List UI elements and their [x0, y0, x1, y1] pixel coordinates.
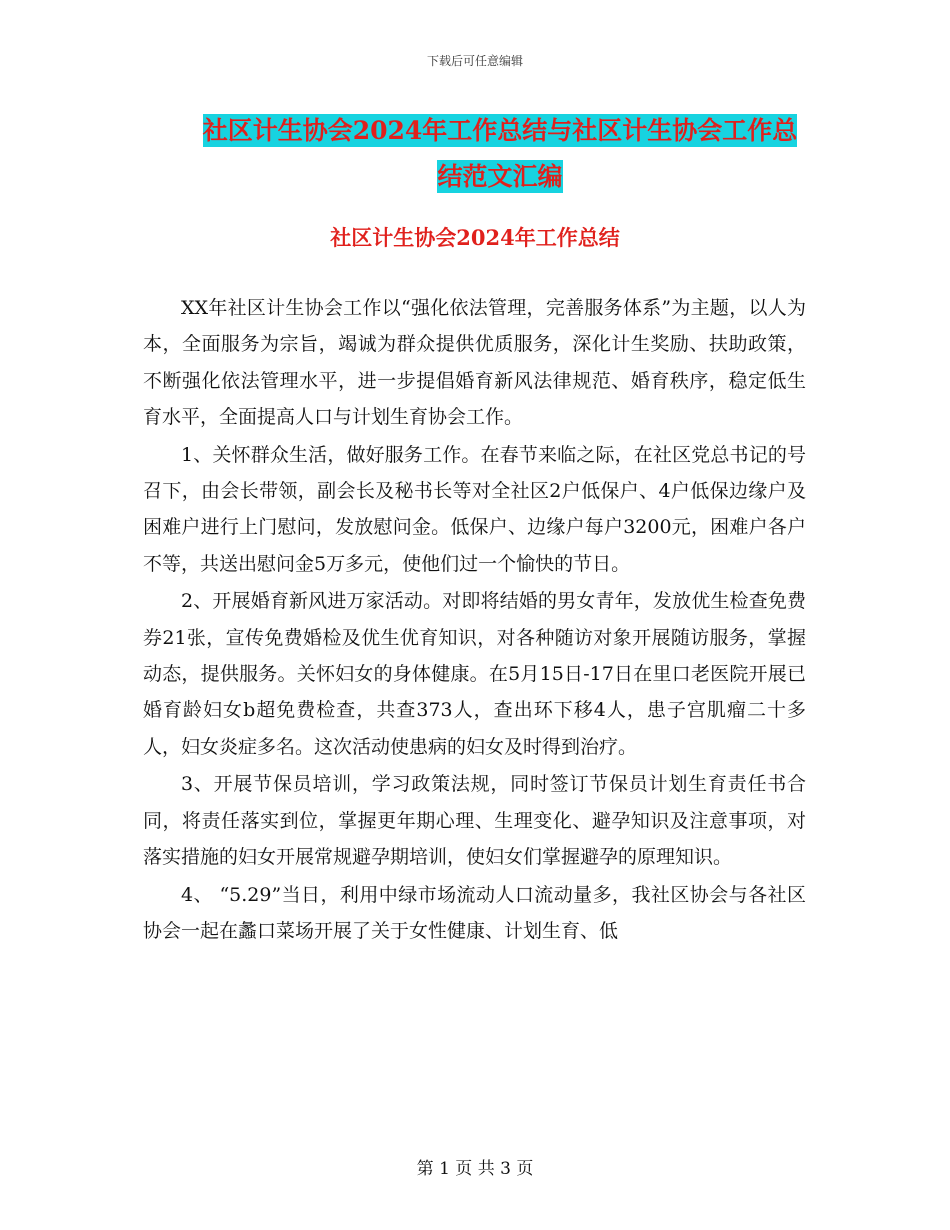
body-text	[143, 290, 806, 950]
paragraph-intro: XX年社区计生协会工作以“强化依法管理，完善服务体系”为主题，以人为本，全面服务为宗旨，竭诚为群众提供优质服务，深化计生奖励、扶助政策，不断强化依法管理水平，进一步提倡婚育新风法律规范、婚育秩序，稳定低生育水平，全面提高人口与计划生育协会工作。	[143, 297, 806, 429]
paragraph-3: 3、开展节保员培训，学习政策法规，同时签订节保员计划生育责任书合同，将责任落实到位，掌握更年期心理、生理变化、避孕知识及注意事项，对落实措施的妇女开展常规避孕期培训，使妇女们掌握避孕的原理知识。	[143, 773, 806, 869]
section-title: 社区计生协会2024年工作总结	[330, 225, 620, 250]
main-title	[140, 108, 860, 200]
page-footer: 第 1 页 共 3 页	[416, 1159, 534, 1179]
paragraph-1: 1、关怀群众生活，做好服务工作。在春节来临之际，在社区党总书记的号召下，由会长带领，副会长及秘书长等对全社区2户低保户、4户低保边缘户及困难户进行上门慰问，发放慰问金。低保户、边缘户每户3200元，困难户各户不等，共送出慰问金5万多元，使他们过一个愉快的节日。	[143, 443, 806, 575]
main-title-line-2: 结范文汇编	[437, 162, 563, 191]
paragraph-2: 2、开展婚育新风进万家活动。对即将结婚的男女青年，发放优生检查免费券21张，宣传免费婚检及优生优育知识，对各种随访对象开展随访服务，掌握动态，提供服务。关怀妇女的身体健康。在5月15日-17日在里口老医院开展已婚育龄妇女b超免费检查，共查373人，查出环下移4人，患子宫肌瘤二十多人，妇女炎症多名。这次活动使患病的妇女及时得到治疗。	[143, 590, 806, 758]
main-title-line-1: 社区计生协会2024年工作总结与社区计生协会工作总	[202, 116, 798, 145]
header-note: 下载后可任意编辑	[426, 54, 523, 68]
paragraph-4: 4、 “5.29”当日，利用中绿市场流动人口流动量多，我社区协会与各社区协会一起在蠡口菜场开展了关于女性健康、计划生育、低	[143, 883, 806, 942]
